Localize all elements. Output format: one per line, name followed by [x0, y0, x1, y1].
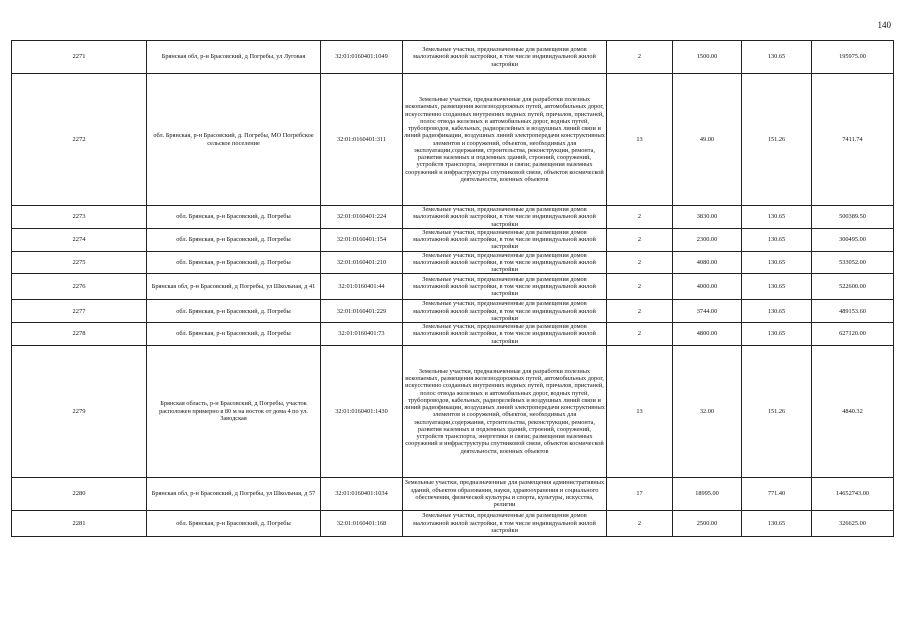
cadastral-value-cell [812, 345, 894, 477]
cadastral-value-cell [812, 41, 894, 74]
area-cell [673, 300, 742, 323]
area-cell-text: 1500.00 [696, 53, 718, 61]
area-cell-text: 4000.00 [696, 283, 718, 291]
cadastral-value-cell [812, 510, 894, 536]
row-number-text: 2277 [72, 307, 86, 315]
land-use-cell-text: Земельные участки, предназначенные для размещения домов малоэтажной жилой застройки, в том числе индивидуальной жилой застройки [413, 300, 596, 322]
land-use-cell-text: Земельные участки, предназначенные для размещения домов малоэтажной жилой застройки, в том числе индивидуальной жилой застройки [413, 251, 596, 273]
cadastral-number-cell-text: 32:01:0160401:1430 [335, 407, 388, 415]
cadastral-value-cell-text: 4840.32 [842, 407, 863, 415]
row-number-text: 2281 [72, 519, 86, 527]
address-cell [147, 206, 321, 229]
specific-value-cell-text: 130.65 [767, 258, 786, 266]
address-cell-text: Брянская обл, р-н Брасовский, д Погребы, ул Школьная, д 57 [151, 490, 316, 498]
row-number-text: 2276 [72, 283, 86, 291]
area-cell [673, 228, 742, 251]
table-row [12, 274, 894, 300]
row-number [12, 323, 147, 346]
use-group-code-cell-text: 2 [637, 307, 642, 315]
row-number-text: 2272 [72, 135, 86, 143]
specific-value-cell [742, 510, 812, 536]
row-number [12, 300, 147, 323]
area-cell [673, 510, 742, 536]
cadastral-number-cell [321, 41, 403, 74]
cadastral-number-cell [321, 228, 403, 251]
land-use-cell [403, 300, 607, 323]
cadastral-value-cell-text: 300495.00 [839, 236, 866, 243]
cadastral-value-cell [812, 274, 894, 300]
use-group-code-cell [607, 251, 673, 274]
cadastral-number-cell [321, 251, 403, 274]
use-group-code-cell [607, 206, 673, 229]
cadastral-number-cell-text: 32:01:0160401:224 [336, 213, 387, 221]
area-cell [673, 251, 742, 274]
use-group-code-cell [607, 74, 673, 206]
cadastral-number-cell-text: 32:01:0160401:168 [336, 519, 387, 527]
use-group-code-cell-text: 2 [637, 236, 642, 243]
row-number [12, 510, 147, 536]
row-number [12, 228, 147, 251]
address-cell-text: обл. Брянская, р-н Брасовский, д. Погребы, МО Погребское сельское поселение [153, 132, 314, 147]
land-use-cell-text: Земельные участки, предназначенные для разработки полезных ископаемых, размещения железнодорожных путей, автомобильных дорог, искусственно созданных внутренних водных путей, причалов, пристаней, полос отвода железных и автомобильных дорог, водных путей, трубопроводов, кабельных, радиорелейных и воздушных линий связи и линий радиофикации, воздушных линий электропередачи конструктивных элементов и сооружений, объектов, необходимых для эксплуатации,содержания, строительства, реконструкции, ремонта, развития наземных и подземных зданий, строений, сооружений, устройств транспорта, энергетики и связи; размещения наземных сооружений и инфраструктуры спутниковой связи, объектов космической деятельности, военных объектов [404, 96, 605, 183]
area-cell-text: 3830.00 [696, 213, 718, 221]
table-row [12, 300, 894, 323]
cadastral-number-cell [321, 323, 403, 346]
land-use-cell [403, 251, 607, 274]
area-cell-text: 3744.00 [696, 307, 718, 315]
cadastral-number-cell [321, 345, 403, 477]
address-cell-text: Брянская обл, р-н Брасовский, д Погребы, ул Школьная, д 41 [151, 283, 316, 291]
specific-value-cell-text: 771.40 [767, 490, 786, 498]
cadastral-number-cell [321, 477, 403, 510]
use-group-code-cell [607, 323, 673, 346]
row-number [12, 274, 147, 300]
address-cell-text: Брянская обл, р-н Брасовский, д Погребы, ул Луговая [161, 53, 306, 61]
use-group-code-cell-text: 2 [637, 258, 642, 266]
address-cell [147, 41, 321, 74]
address-cell-text: обл. Брянская, р-н Брасовский, д. Погребы [176, 258, 291, 266]
cadastral-value-cell-text: 489153.60 [839, 307, 866, 315]
table-row [12, 477, 894, 510]
use-group-code-cell-text: 2 [637, 213, 642, 221]
area-cell-text: 18995.00 [695, 490, 719, 498]
cadastral-value-cell-text: 500389.50 [839, 213, 866, 221]
use-group-code-cell-text: 2 [637, 519, 642, 527]
address-cell [147, 477, 321, 510]
cadastral-number-cell [321, 206, 403, 229]
cadastral-value-cell-text: 522600.00 [839, 283, 866, 291]
land-use-cell-text: Земельные участки, предназначенные для размещения домов малоэтажной жилой застройки, в том числе индивидуальной жилой застройки [413, 206, 596, 228]
specific-value-cell [742, 206, 812, 229]
page-number: 140 [877, 20, 891, 30]
specific-value-cell [742, 345, 812, 477]
cadastral-number-cell-text: 32:01:0160401:73 [338, 330, 385, 338]
area-cell [673, 477, 742, 510]
address-cell [147, 251, 321, 274]
area-cell-text: 32.00 [699, 407, 715, 415]
cadastral-number-cell [321, 300, 403, 323]
use-group-code-cell [607, 274, 673, 300]
use-group-code-cell [607, 345, 673, 477]
specific-value-cell-text: 130.65 [767, 213, 786, 221]
land-use-cell-text: Земельные участки, предназначенные для разработки полезных ископаемых, размещения железнодорожных путей, автомобильных дорог, искусственно созданных внутренних водных путей, причалов, пристаней, полос отвода железных и автомобильных дорог, водных путей, трубопроводов, кабельных, радиорелейных и воздушных линий связи и линий радиофикации, воздушных линий электропередачи конструктивных элементов и сооружений, объектов, необходимых для эксплуатации,содержания, строительства, реконструкции, ремонта, развития наземных и подземных зданий, строений, сооружений, устройств транспорта, энергетики и связи; размещения наземных сооружений и инфраструктуры спутниковой связи, объектов космической деятельности, военных объектов [404, 367, 605, 455]
address-cell-text: обл. Брянская, р-н Брасовский, д. Погребы [176, 236, 291, 243]
cadastral-value-cell-text: 7411.74 [842, 135, 863, 143]
cadastral-number-cell [321, 510, 403, 536]
land-use-cell [403, 323, 607, 346]
area-cell [673, 345, 742, 477]
address-cell-text: обл. Брянская, р-н Брасовский, д. Погребы [176, 213, 291, 221]
table-body [12, 41, 894, 537]
row-number [12, 74, 147, 206]
address-cell [147, 74, 321, 206]
address-cell [147, 274, 321, 300]
row-number-text: 2275 [72, 258, 86, 266]
area-cell-text: 49.00 [699, 135, 715, 143]
specific-value-cell-text: 151.26 [767, 407, 786, 415]
address-cell-text: Брянская область, р-н Брасовский, д Погребы, участок расположен примерно в 80 м на восток от дома 4 по ул. Заводская [159, 400, 308, 422]
land-use-cell-text: Земельные участки, предназначенные для размещения домов малоэтажной жилой застройки, в том числе индивидуальной жилой застройки [413, 512, 596, 534]
specific-value-cell-text: 130.65 [767, 53, 786, 61]
use-group-code-cell-text: 2 [637, 53, 642, 61]
cadastral-number-cell-text: 32:01:0160401:1049 [335, 53, 388, 61]
use-group-code-cell [607, 477, 673, 510]
address-cell [147, 510, 321, 536]
area-cell-text: 4800.00 [696, 330, 718, 338]
table-row [12, 251, 894, 274]
cadastral-value-cell-text: 326625.00 [839, 519, 866, 527]
table-row [12, 41, 894, 74]
table-row [12, 323, 894, 346]
land-use-cell [403, 74, 607, 206]
cadastral-number-cell-text: 32:01:0160401:229 [336, 307, 387, 315]
cadastral-value-cell [812, 477, 894, 510]
use-group-code-cell [607, 510, 673, 536]
land-use-cell [403, 345, 607, 477]
cadastral-value-cell-text: 195975.00 [839, 53, 866, 61]
area-cell-text: 2500.00 [696, 519, 718, 527]
cadastral-number-cell-text: 32:01:0160401:154 [336, 236, 387, 243]
address-cell [147, 323, 321, 346]
specific-value-cell [742, 274, 812, 300]
row-number [12, 477, 147, 510]
land-use-cell-text: Земельные участки, предназначенные для размещения домов малоэтажной жилой застройки, в том числе индивидуальной жилой застройки [413, 275, 596, 298]
row-number [12, 41, 147, 74]
specific-value-cell-text: 130.65 [767, 283, 786, 291]
area-cell [673, 274, 742, 300]
area-cell [673, 206, 742, 229]
use-group-code-cell-text: 13 [636, 135, 643, 143]
use-group-code-cell-text: 13 [636, 407, 643, 415]
area-cell [673, 74, 742, 206]
land-use-cell [403, 228, 607, 251]
area-cell-text: 4080.00 [696, 258, 718, 266]
cadastral-value-cell [812, 228, 894, 251]
table-row [12, 74, 894, 206]
specific-value-cell [742, 477, 812, 510]
specific-value-cell [742, 74, 812, 206]
specific-value-cell-text: 151.26 [767, 135, 786, 143]
address-cell-text: обл. Брянская, р-н Брасовский, д. Погребы [176, 307, 291, 315]
cadastral-number-cell [321, 74, 403, 206]
row-number [12, 206, 147, 229]
cadastral-value-table [11, 40, 894, 537]
specific-value-cell [742, 300, 812, 323]
cadastral-number-cell [321, 274, 403, 300]
table-row [12, 206, 894, 229]
cadastral-value-cell [812, 206, 894, 229]
land-use-cell-text: Земельные участки, предназначенные для размещения домов малоэтажной жилой застройки, в том числе индивидуальной жилой застройки [413, 323, 596, 345]
area-cell [673, 41, 742, 74]
land-use-cell [403, 477, 607, 510]
address-cell [147, 300, 321, 323]
address-cell-text: обл. Брянская, р-н Брасовский, д. Погребы [176, 330, 291, 338]
land-use-cell [403, 206, 607, 229]
address-cell [147, 228, 321, 251]
table-row [12, 345, 894, 477]
area-cell [673, 323, 742, 346]
use-group-code-cell [607, 228, 673, 251]
land-use-cell-text: Земельные участки, предназначенные для размещения административных зданий, объектов образования, науки, здравоохранения и социального обеспечения, физической культуры и спорта, культуры, искусства, религии [404, 479, 605, 508]
land-use-cell-text: Земельные участки, предназначенные для размещения домов малоэтажной жилой застройки, в том числе индивидуальной жилой застройки [413, 46, 596, 68]
cadastral-number-cell-text: 32:01:0160401:210 [336, 258, 387, 266]
specific-value-cell-text: 130.65 [767, 330, 786, 338]
specific-value-cell-text: 130.65 [767, 236, 786, 243]
specific-value-cell [742, 228, 812, 251]
cadastral-value-cell [812, 323, 894, 346]
land-use-cell [403, 41, 607, 74]
cadastral-value-cell-text: 14652743.00 [835, 490, 870, 498]
row-number-text: 2279 [72, 407, 86, 415]
area-cell-text: 2300.00 [696, 236, 718, 243]
table-row [12, 510, 894, 536]
land-use-cell [403, 274, 607, 300]
cadastral-number-cell-text: 32:01:0160401:311 [336, 135, 387, 143]
row-number [12, 345, 147, 477]
specific-value-cell [742, 251, 812, 274]
row-number [12, 251, 147, 274]
land-use-cell-text: Земельные участки, предназначенные для размещения домов малоэтажной жилой застройки, в том числе индивидуальной жилой застройки [413, 228, 596, 251]
specific-value-cell-text: 130.65 [767, 307, 786, 315]
row-number-text: 2273 [72, 213, 86, 221]
specific-value-cell [742, 323, 812, 346]
cadastral-value-cell [812, 300, 894, 323]
address-cell-text: обл. Брянская, р-н Брасовский, д. Погребы [176, 519, 291, 527]
land-use-cell [403, 510, 607, 536]
specific-value-cell-text: 130.65 [767, 519, 786, 527]
cadastral-number-cell-text: 32:01:0160401:1034 [335, 490, 388, 498]
specific-value-cell [742, 41, 812, 74]
use-group-code-cell [607, 300, 673, 323]
use-group-code-cell [607, 41, 673, 74]
address-cell [147, 345, 321, 477]
cadastral-value-cell [812, 74, 894, 206]
row-number-text: 2271 [72, 53, 86, 61]
table-row [12, 228, 894, 251]
use-group-code-cell-text: 17 [636, 490, 643, 498]
cadastral-number-cell-text: 32:01:0160401:44 [338, 283, 385, 291]
use-group-code-cell-text: 2 [637, 330, 642, 338]
row-number-text: 2280 [72, 490, 86, 498]
cadastral-value-cell-text: 627120.00 [839, 330, 866, 338]
row-number-text: 2274 [72, 236, 86, 243]
cadastral-value-cell [812, 251, 894, 274]
use-group-code-cell-text: 2 [637, 283, 642, 291]
cadastral-value-cell-text: 533052.00 [839, 258, 866, 266]
row-number-text: 2278 [72, 330, 86, 338]
